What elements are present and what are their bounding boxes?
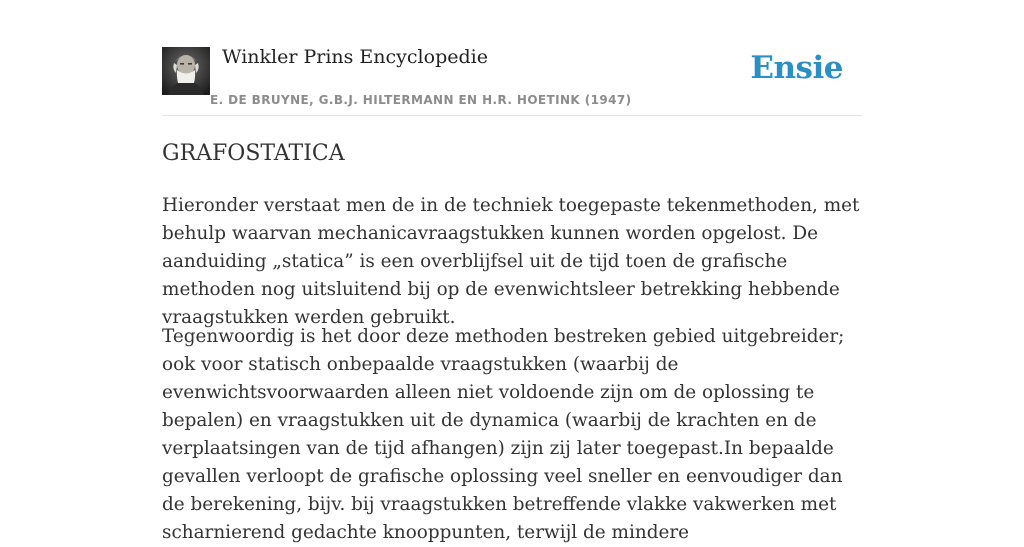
author-avatar — [162, 47, 210, 95]
entry-paragraph-1: Hieronder verstaat men de in de techniek toegepaste tekenmethoden, met behulp waarvan mechanicavraagstukken kunnen worden opgelost. De aanduiding „statica” is een overblijfsel uit de tijd toen de grafische methoden nog uitsluitend bij op de evenwichtsleer betrekking hebbende vraagstukken werden gebruikt. — [162, 195, 860, 328]
header — [162, 0, 862, 116]
authors-line: E. DE BRUYNE, G.B.J. HILTERMANN EN H.R. HOETINK (1947) — [210, 93, 632, 107]
ensie-logo[interactable]: Ensie — [750, 50, 843, 86]
bearded-man-portrait-icon — [162, 47, 210, 95]
entry-title: GRAFOSTATICA — [162, 141, 345, 166]
entry-paragraph-2: Tegenwoordig is het door deze methoden bestreken gebied uitgebreider; ook voor statisch onbepaalde vraagstukken (waarbij de evenwichtsvoorwaarden alleen niet voldoende zijn om de oplossing te bepalen) en vraagstukken uit de dynamica (waarbij de krachten en de verplaatsingen van de tijd afhangen) zijn zij later toegepast.In bepaalde gevallen verloopt de grafische oplossing veel sneller en eenvoudiger dan de berekening, bijv. bij vraagstukken betreffende vlakke vakwerken met scharnierend gedachte knooppunten, terwijl de mindere — [162, 326, 845, 543]
article-page — [162, 0, 862, 543]
encyclopedia-title[interactable]: Winkler Prins Encyclopedie — [222, 46, 488, 68]
